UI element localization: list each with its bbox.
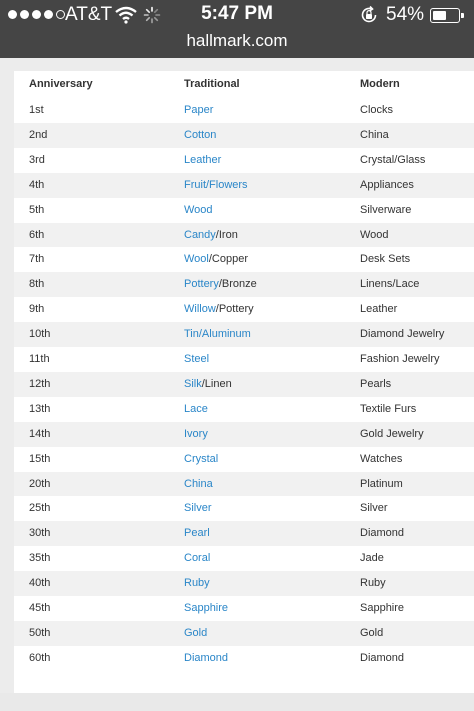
traditional-gift-link[interactable]: Wool bbox=[184, 253, 209, 266]
traditional-gift-text: /Copper bbox=[208, 253, 249, 266]
modern-cell: Ruby bbox=[360, 577, 386, 590]
anniversary-cell: 6th bbox=[29, 228, 45, 241]
traditional-gift-link[interactable]: Willow bbox=[184, 303, 216, 316]
traditional-gift-link[interactable]: Candy bbox=[184, 228, 216, 241]
table-row bbox=[14, 546, 474, 571]
traditional-cell bbox=[184, 521, 210, 546]
traditional-gift-text: /Bronze bbox=[218, 278, 257, 291]
traditional-cell bbox=[184, 322, 251, 347]
traditional-gift-link[interactable]: Wood bbox=[184, 203, 213, 216]
anniversary-cell: 20th bbox=[29, 477, 51, 490]
header-modern: Modern bbox=[360, 78, 400, 90]
modern-cell: Clocks bbox=[360, 104, 394, 116]
anniversary-cell: 14th bbox=[29, 427, 51, 440]
page-bottom bbox=[0, 693, 474, 711]
modern-cell: Silver bbox=[360, 502, 388, 515]
modern-cell: Textile Furs bbox=[360, 402, 417, 415]
modern-cell: Silverware bbox=[360, 203, 412, 216]
traditional-cell bbox=[184, 422, 208, 447]
modern-cell: Appliances bbox=[360, 178, 414, 191]
signal-strength-icon bbox=[8, 10, 65, 19]
traditional-cell bbox=[184, 447, 218, 472]
anniversary-cell: 2nd bbox=[29, 128, 48, 141]
table-row bbox=[14, 223, 474, 248]
modern-cell: Desk Sets bbox=[360, 253, 411, 266]
anniversary-cell: 5th bbox=[29, 203, 45, 216]
table-row bbox=[14, 397, 474, 422]
traditional-cell bbox=[184, 546, 210, 571]
anniversary-cell: 9th bbox=[29, 303, 45, 316]
rotation-lock-icon bbox=[359, 5, 379, 30]
traditional-gift-text: /Iron bbox=[215, 228, 238, 241]
anniversary-cell: 12th bbox=[29, 377, 51, 390]
anniversary-cell: 60th bbox=[29, 651, 51, 664]
battery-icon bbox=[430, 8, 460, 23]
anniversary-cell: 40th bbox=[29, 577, 51, 590]
traditional-gift-link[interactable]: Ivory bbox=[184, 427, 208, 440]
anniversary-cell: 8th bbox=[29, 278, 45, 291]
traditional-cell bbox=[184, 347, 209, 372]
modern-cell: Sapphire bbox=[360, 602, 405, 614]
modern-cell: Diamond bbox=[360, 651, 405, 664]
anniversary-cell: 10th bbox=[29, 328, 51, 341]
traditional-gift-link[interactable]: Fruit/Flowers bbox=[184, 178, 248, 191]
modern-cell: Jade bbox=[360, 552, 384, 565]
table-row bbox=[14, 646, 474, 671]
traditional-cell bbox=[184, 372, 232, 397]
status-time: 5:47 PM bbox=[201, 3, 273, 24]
table-row bbox=[14, 621, 474, 646]
traditional-cell bbox=[184, 297, 254, 322]
table-row bbox=[14, 272, 474, 297]
anniversary-cell: 30th bbox=[29, 527, 51, 540]
table-row bbox=[14, 198, 474, 223]
traditional-cell bbox=[184, 646, 228, 671]
anniversary-cell: 15th bbox=[29, 452, 51, 465]
traditional-gift-link[interactable]: Leather bbox=[184, 153, 222, 166]
anniversary-cell: 35th bbox=[29, 552, 51, 565]
table-row bbox=[14, 123, 474, 148]
modern-cell: Leather bbox=[360, 303, 398, 316]
traditional-gift-link[interactable]: Silver bbox=[184, 502, 212, 515]
anniversary-cell: 13th bbox=[29, 402, 51, 415]
traditional-cell bbox=[184, 223, 238, 248]
table-row bbox=[14, 347, 474, 372]
carrier-name: AT&T bbox=[65, 4, 113, 25]
traditional-cell bbox=[184, 98, 213, 123]
modern-cell: Pearls bbox=[360, 377, 392, 390]
modern-cell: Diamond Jewelry bbox=[360, 328, 445, 341]
anniversary-cell: 50th bbox=[29, 626, 51, 639]
traditional-cell bbox=[184, 173, 248, 198]
traditional-gift-link[interactable]: Lace bbox=[184, 402, 208, 415]
traditional-gift-link[interactable]: Steel bbox=[184, 353, 210, 365]
table-row bbox=[14, 472, 474, 497]
traditional-gift-link[interactable]: Paper bbox=[184, 104, 214, 116]
traditional-gift-link[interactable]: Pottery bbox=[184, 278, 219, 291]
traditional-gift-link[interactable]: Ruby bbox=[184, 577, 210, 590]
top-bar bbox=[0, 0, 474, 58]
anniversary-cell: 1st bbox=[29, 104, 44, 116]
traditional-gift-link[interactable]: Diamond bbox=[184, 651, 229, 664]
traditional-gift-link[interactable]: Crystal bbox=[184, 452, 219, 465]
table-row bbox=[14, 322, 474, 347]
table-row bbox=[14, 422, 474, 447]
traditional-cell bbox=[184, 123, 216, 148]
traditional-cell bbox=[184, 148, 221, 173]
header-anniversary: Anniversary bbox=[29, 78, 93, 90]
anniversary-gift-table bbox=[14, 71, 474, 693]
modern-cell: Watches bbox=[360, 452, 403, 465]
modern-cell: Platinum bbox=[360, 477, 403, 490]
table-row bbox=[14, 148, 474, 173]
anniversary-cell: 7th bbox=[29, 253, 45, 266]
anniversary-cell: 3rd bbox=[29, 153, 45, 166]
traditional-gift-link[interactable]: Tin/Aluminum bbox=[184, 328, 251, 341]
traditional-gift-link[interactable]: Sapphire bbox=[184, 602, 229, 614]
traditional-cell bbox=[184, 571, 210, 596]
wifi-icon bbox=[114, 6, 138, 29]
table-row bbox=[14, 447, 474, 472]
modern-cell: Gold bbox=[360, 626, 384, 639]
traditional-cell bbox=[184, 247, 248, 272]
traditional-cell bbox=[184, 621, 207, 646]
traditional-cell bbox=[184, 596, 228, 621]
traditional-gift-text: /Pottery bbox=[215, 303, 254, 316]
table-row bbox=[14, 173, 474, 198]
modern-cell: Gold Jewelry bbox=[360, 427, 424, 440]
table-row bbox=[14, 496, 474, 521]
traditional-gift-link[interactable]: China bbox=[184, 477, 213, 490]
traditional-gift-link[interactable]: Gold bbox=[184, 626, 208, 639]
traditional-cell bbox=[184, 198, 213, 223]
table-header bbox=[14, 71, 474, 98]
anniversary-cell: 45th bbox=[29, 602, 51, 614]
table-row bbox=[14, 596, 474, 621]
table-row bbox=[14, 521, 474, 546]
traditional-gift-link[interactable]: Pearl bbox=[184, 527, 210, 540]
modern-cell: Diamond bbox=[360, 527, 405, 540]
status-bar bbox=[0, 0, 474, 30]
activity-spinner-icon bbox=[143, 6, 161, 29]
table-row bbox=[14, 98, 474, 123]
table-row bbox=[14, 297, 474, 322]
traditional-cell bbox=[184, 472, 213, 497]
modern-cell: Fashion Jewelry bbox=[360, 353, 440, 365]
traditional-cell bbox=[184, 397, 208, 422]
traditional-gift-link[interactable]: Cotton bbox=[184, 128, 217, 141]
address-bar-url[interactable]: hallmark.com bbox=[186, 31, 288, 50]
table-row bbox=[14, 247, 474, 272]
anniversary-cell: 11th bbox=[29, 353, 50, 365]
modern-cell: Linens/Lace bbox=[360, 278, 420, 291]
header-traditional: Traditional bbox=[184, 78, 240, 90]
anniversary-cell: 25th bbox=[29, 502, 51, 515]
modern-cell: Wood bbox=[360, 228, 389, 241]
modern-cell: Crystal/Glass bbox=[360, 153, 426, 166]
battery-percentage: 54% bbox=[386, 4, 425, 25]
modern-cell: China bbox=[360, 128, 389, 141]
traditional-cell bbox=[184, 272, 257, 297]
table-row bbox=[14, 372, 474, 397]
traditional-cell bbox=[184, 496, 212, 521]
traditional-gift-link[interactable]: Coral bbox=[184, 552, 211, 565]
table-row bbox=[14, 571, 474, 596]
traditional-gift-link[interactable]: Silk bbox=[184, 377, 202, 390]
traditional-gift-text: /Linen bbox=[201, 377, 232, 390]
anniversary-cell: 4th bbox=[29, 178, 45, 191]
